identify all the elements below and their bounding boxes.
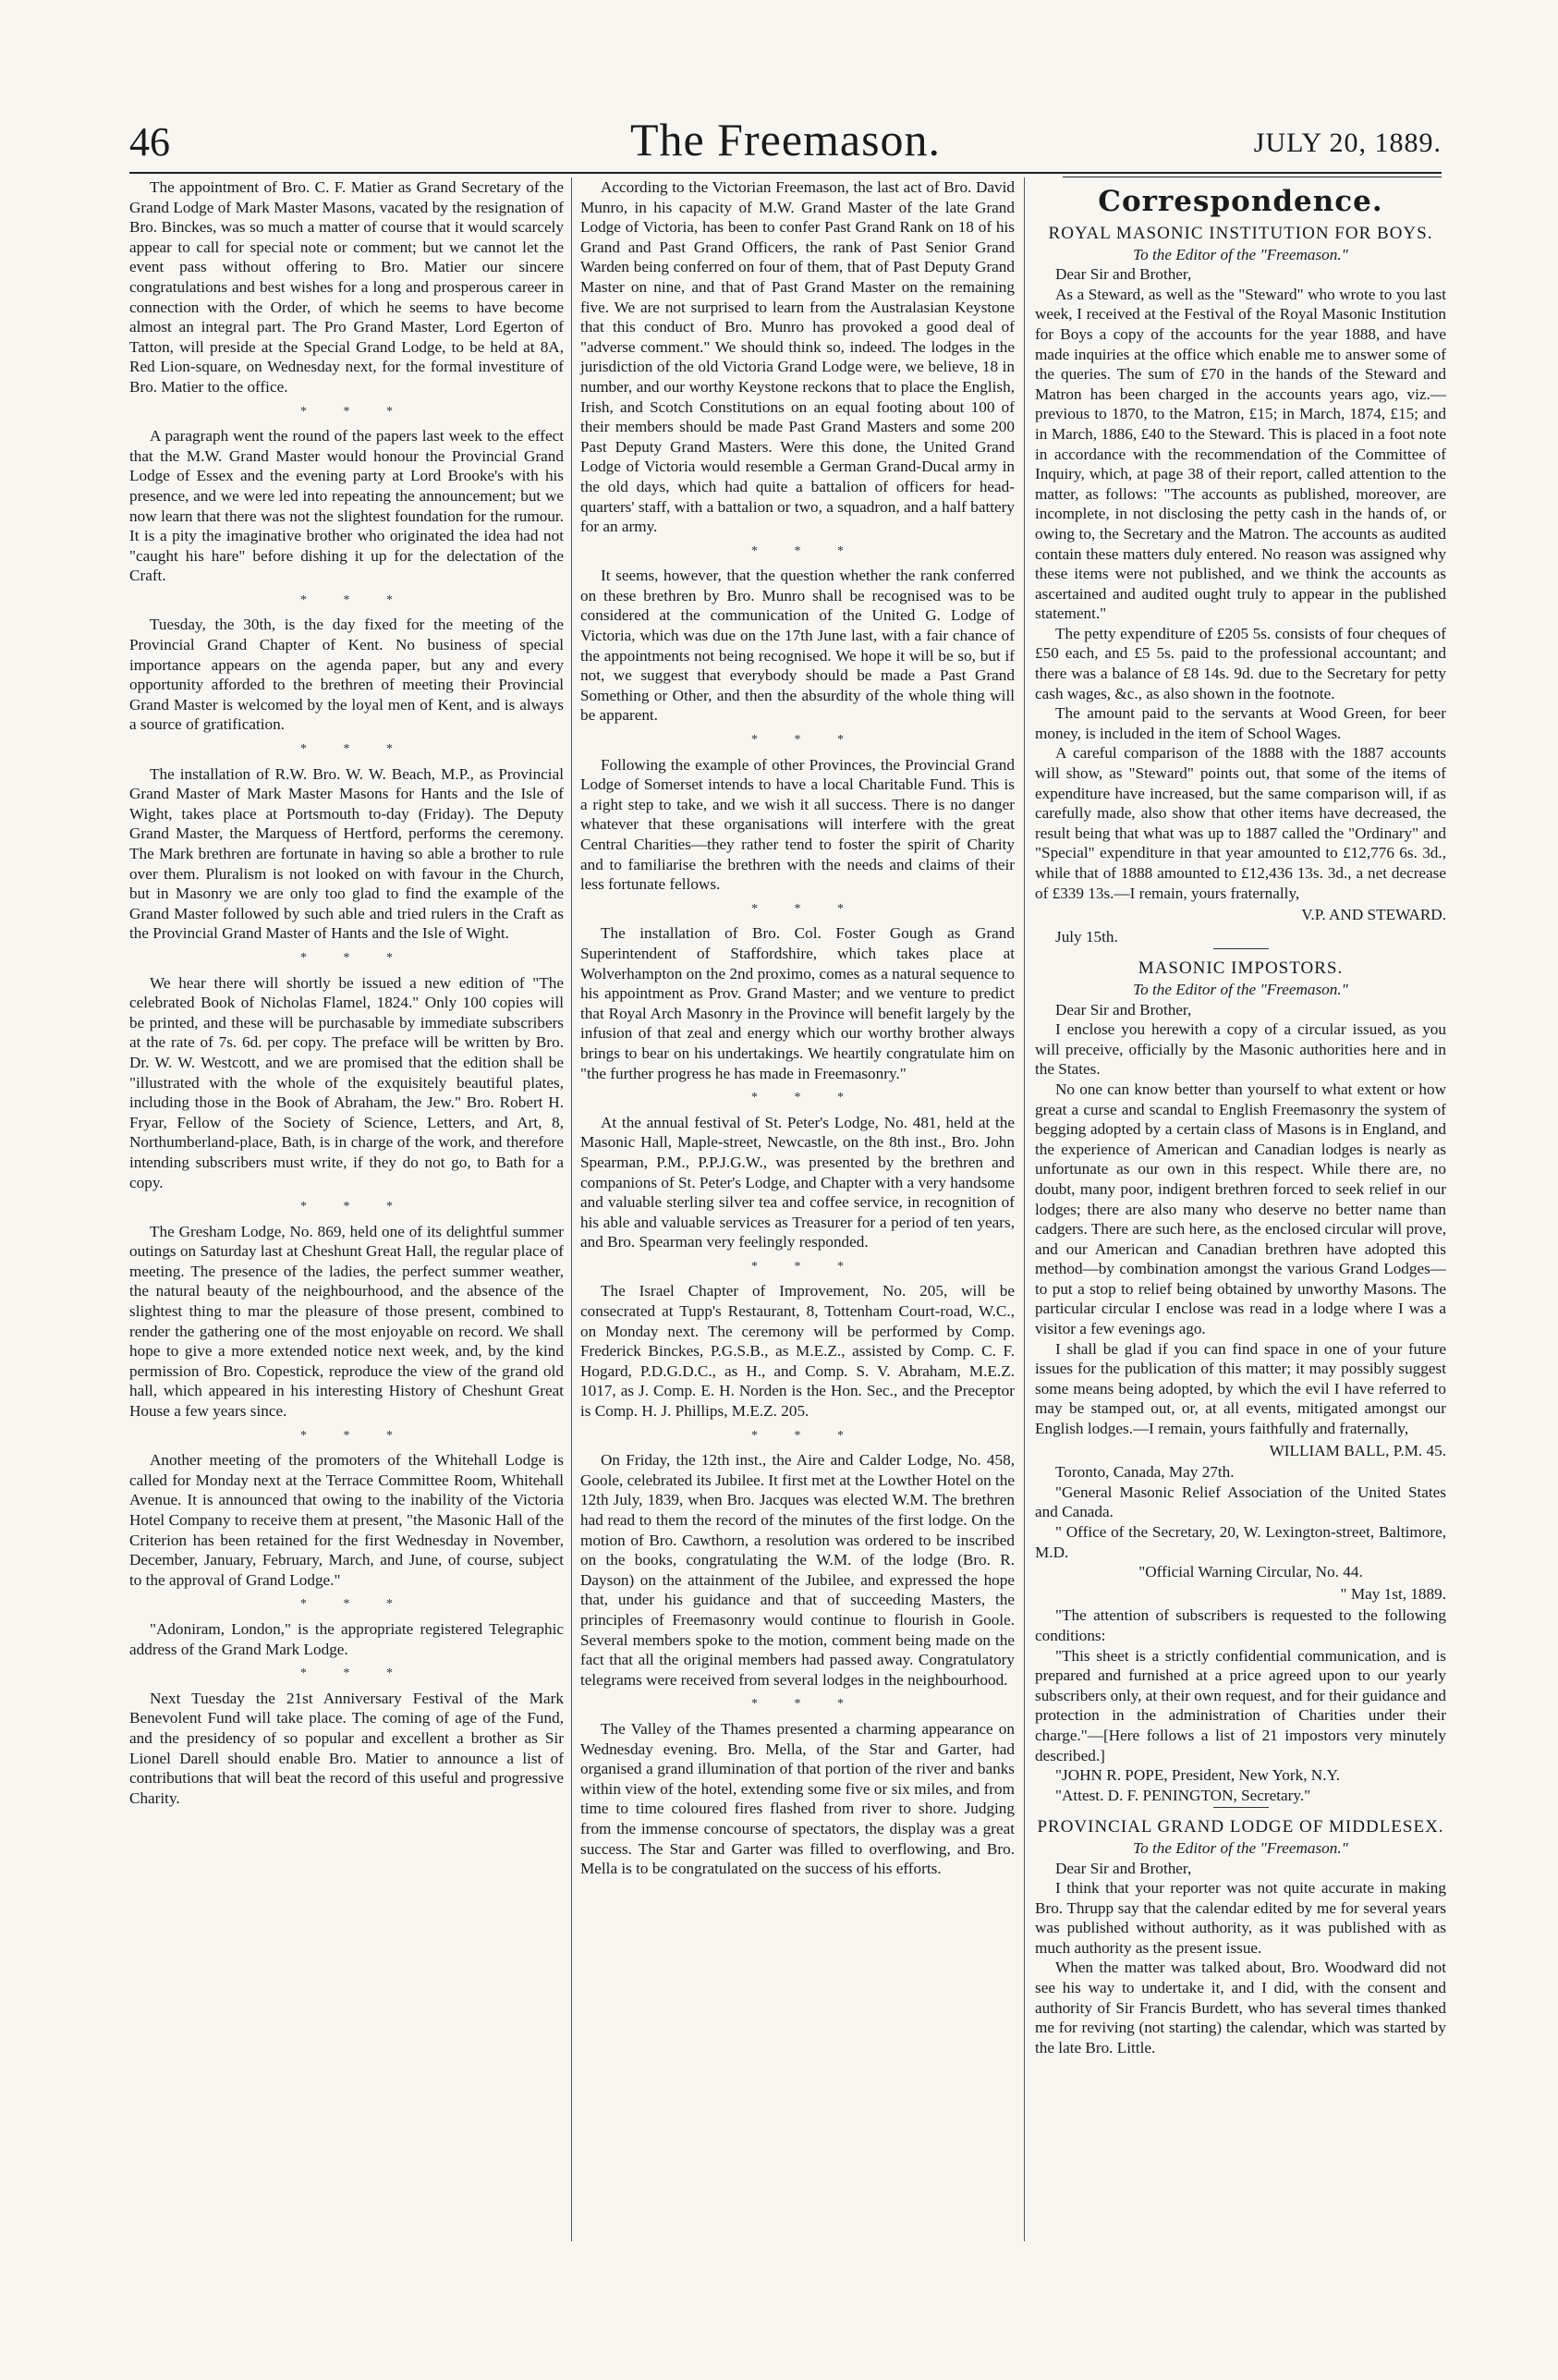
letter-paragraph: The amount paid to the servants at Wood Green, for beer money, is included in the item of School Wages. [1035,704,1446,742]
article-paragraph: We hear there will shortly be issued a new edition of "The celebrated Book of Nicholas Flamel, 1824." Only 100 copies will be printed, and these will be purchasable by immediate subscribers at the rate of 7s. 6d. per copy. The preface will be written by Bro. Dr. W. W. Westcott, and we are promised that the edition shall be "illustrated with the whole of the exquisitely beautiful plates, including those in the Book of Abraham, the Jew." Bro. Robert H. Fryar, Fellow of the Society of Science, Letters, and Art, 8, Northumberland-place, Bath, is in charge of the work, and therefore intending subscribers must write, if they do not go, to Bath for a copy. [129,973,564,1191]
section-separator: * * * [300,1597,409,1612]
article-paragraph: On Friday, the 12th inst., the Aire and Calder Lodge, No. 458, Goole, celebrated its Jubilee. It first met at the Lowther Hotel on the 12th July, 1839, when Bro. Jacques was elected W.M. The brethren had read to them the record of the minutes of the first lodge. On the motion of Bro. Cawthorn, a resolution was ordered to be inscribed on the books, congratulating the W.M. of the lodge (Bro. R. Dayson) on the attainment of the Jubilee, and expressed the hope that, under his guidance and that of succeeding Masters, the principles of Freemasonry would continue to flourish in Goole. Several members spoke to the motion, comment being made on the fact that all the original members had passed away. Congratulatory telegrams were received from several lodges in the neighbourhood. [580,1451,1015,1689]
article-paragraph: The Valley of the Thames presented a charming appearance on Wednesday evening. Bro. Mella, of the Star and Garter, had organised a grand illumination of that portion of the river and banks within view of the hotel, extending some five or six miles, and from time to time coloured fires flashed from river to shore. Judging from the immense concourse of spectators, the display was a great success. The Star and Garter was filled to overflowing, and Bro. Mella is to be congratulated on the success of his efforts. [580,1719,1015,1878]
article-paragraph: The Israel Chapter of Improvement, No. 205, will be consecrated at Tupp's Restaurant, 8, Tottenham Court-road, W.C., on Monday next. The ceremony will be performed by Comp. Frederick Binckes, P.G.S.B., as M.E.Z., assisted by Comp. C. F. Hogard, P.D.G.D.C., as H., and Comp. S. V. Abraham, M.E.Z. 1017, as J. Comp. E. H. Norden is the Hon. Sec., and the Preceptor is Comp. H. J. Phillips, M.E.Z. 205. [580,1282,1015,1421]
section-separator: * * * [751,543,860,558]
letter-salutation: Dear Sir and Brother, [1055,1859,1192,1877]
newspaper-title: The Freemason. [629,114,942,165]
letter-paragraph: The petty expenditure of £205 5s. consists of four cheques of £50 each, and £5 5s. paid to the professional accountant; and there was a balance of £8 14s. 9d. due to the Secretary for petty cash wages, &c., as also shown in the footnote. [1035,624,1446,702]
article-paragraph: Another meeting of the promoters of the Whitehall Lodge is called for Monday next at the Terrace Committee Room, Whitehall Avenue. It is announced that owing to the inability of the Victoria Hotel Company to receive them at present, "the Masonic Hall of the Criterion has been retained for the first Wednesday in November, December, January, February, March, and June, of course, subject to the approval of Grand Lodge." [129,1451,564,1589]
article-paragraph: Following the example of other Provinces, the Provincial Grand Lodge of Somerset intends to have a local Charitable Fund. This is a right step to take, and we wish it all success. There is no danger whatever that these organisations will interfere with the great Central Charities—they rather tend to foster the spirit of Charity and to familiarise the brethren with the needs and claims of their less fortunate fellows. [580,755,1015,894]
article-paragraph: Tuesday, the 30th, is the day fixed for the meeting of the Provincial Grand Chapter of Kent. No business of special importance appears on the agenda paper, but any and every opportunity afforded to the brethren of meeting their Provincial Grand Master is welcomed by the loyal men of Kent, and is always a source of gratification. [129,616,564,734]
circular-date: " May 1st, 1889. [1340,1584,1446,1603]
letter-paragraph: I think that your reporter was not quite accurate in making Bro. Thrupp say that the calendar edited by me for several years was published without authority, as it was published with as much authority as the present issue. [1035,1879,1446,1957]
section-title: Correspondence. [1098,185,1383,218]
letter-salutation: Dear Sir and Brother, [1055,1000,1192,1019]
column-separator [571,177,572,2241]
circular-line: "This sheet is a strictly confidential communication, and is prepared and furnished at a price agreed upon to our yearly subscribers only, at their own request, and for their guidance and protection in the administration of Charities under their charge."—[Here follows a list of 21 impostors very minutely described.] [1035,1646,1446,1764]
section-separator: * * * [751,1697,860,1712]
section-separator: * * * [300,592,409,607]
letter-addressee: To the Editor of the "Freemason." [1133,1838,1348,1857]
masthead [129,111,1442,176]
letter-place-date: Toronto, Canada, May 27th. [1055,1463,1235,1482]
section-separator: * * * [300,1666,409,1681]
letter-heading: MASONIC IMPOSTORS. [1138,958,1344,979]
section-separator: * * * [300,1200,409,1214]
section-separator: * * * [751,1259,860,1274]
circular-line: "Official Warning Circular, No. 44. [1138,1563,1363,1581]
article-paragraph: "Adoniram, London," is the appropriate registered Telegraphic address of the Grand Mark Lodge. [129,1619,564,1658]
column-separator [1024,177,1025,2241]
section-separator: * * * [751,901,860,916]
article-paragraph: A paragraph went the round of the papers last week to the effect that the M.W. Grand Master would honour the Provincial Grand Lodge of Essex and the evening party at Lord Brooke's with his presence, and we were led into repeating the announcement; but we now learn that there was not the slightest foundation for the rumour. It is a pity the imaginative brother who originated the idea had not "caught his hare" before dishing it up for the delectation of the Craft. [129,427,564,585]
section-separator: * * * [751,733,860,748]
letter-paragraph: I enclose you herewith a copy of a circular issued, as you will preceive, officially by the Masonic authorities here and in the States. [1035,1020,1446,1079]
section-rule [1213,948,1269,949]
column-3 [1035,177,1446,2241]
section-separator: * * * [300,404,409,419]
article-paragraph: The installation of R.W. Bro. W. W. Beach, M.P., as Provincial Grand Master of Mark Master Masons for Hants and the Isle of Wight, takes place at Portsmouth to-day (Friday). The Deputy Grand Master, the Marquess of Hertford, performs the ceremony. The Mark brethren are fortunate in having so able a brother to rule over them. Pluralism is not looked on with favour in the Church, but in Masonry we are only too glad to find the example of the Grand Master followed by such able and tried rulers in the Craft as the Provincial Grand Master of Hants and the Isle of Wight. [129,764,564,943]
article-paragraph: It seems, however, that the question whether the rank conferred on these brethren by Bro. Munro shall be recognised was to be considered at the communication of the United G. Lodge of Victoria, which was due on the 17th June last, with a fair chance of the appointments not being recognised. We hope it will be so, but if not, we suggest that everybody should be made a Past Grand Something or Other, and then the absurdity of the whole thing will be apparent. [580,567,1015,725]
letter-signature: V.P. AND STEWARD. [1301,906,1446,924]
article-paragraph: According to the Victorian Freemason, the last act of Bro. David Munro, in his capacity of M.W. Grand Master of the late Grand Lodge of Victoria, has been to confer Past Grand Rank on 18 of his Grand and Past Grand Officers, the rank of Past Senior Grand Warden being conferred on four of them, that of Past Deputy Grand Master on nine, and that of Past Grand Master on the remaining five. We are not surprised to learn from the Australasian Keystone that this conduct of Bro. Munro has provoked a good deal of "adverse comment." We should think so, indeed. The lodges in the jurisdiction of the old Victoria Grand Lodge were, we believe, 18 in number, and our worthy Keystone reckons that to place the English, Irish, and Scotch Constitutions on an equal footing about 100 of their members should be made Past Grand Masters and some 200 Past Deputy Grand Masters. Were this done, the United Grand Lodge of Victoria would resemble a German Grand-Ducal army in the old days, which had quite a battalion of officers for head-quarters' staff, with a battalion or two, a squadron, and a half battery for an army. [580,178,1015,536]
article-paragraph: The appointment of Bro. C. F. Matier as Grand Secretary of the Grand Lodge of Mark Master Masons, vacated by the resignation of Bro. Binckes, was so much a matter of course that it would scarcely appear to call for special note or comment; but we cannot let the event pass without offering to Bro. Matier our sincere congratulations and best wishes for a long and prosperous career in connection with the Order, of which he seems to have become almost an integral part. The Pro Grand Master, Lord Egerton of Tatton, will preside at the Special Grand Lodge, to be held at 8A, Red Lion-square, on Wednesday next, for the formal investiture of Bro. Matier to the office. [129,178,564,396]
letter-heading: ROYAL MASONIC INSTITUTION FOR BOYS. [1048,224,1433,243]
section-separator: * * * [300,1428,409,1443]
circular-line: "Attest. D. F. PENINGTON, Secretary." [1055,1786,1311,1804]
letter-signature: WILLIAM BALL, P.M. 45. [1269,1441,1446,1459]
column-2 [580,177,1015,2241]
letter-paragraph: I shall be glad if you can find space in one of your future issues for the publication of this matter; it may possibly suggest some means being adopted, by which the evil I have referred to may be stamped out, or, at all events, mitigated amongst our English lodges.—I remain, yours faithfully and fraternally, [1035,1339,1446,1438]
article-paragraph: The Gresham Lodge, No. 869, held one of its delightful summer outings on Saturday last at Cheshunt Great Hall, the regular place of meeting. The presence of the ladies, the perfect summer weather, the natural beauty of the neighbourhood, and the absence of the slightest thing to mar the pleasure of those present, combined to render the gathering one of the most enjoyable on record. We shall hope to give a more extended notice next week, and, by the kind permission of Bro. Copestick, reproduce the view of the grand old hall, which appeared in his interesting History of Cheshunt Great House a few years since. [129,1222,564,1421]
masthead-rule [129,172,1442,174]
issue-date: JULY 20, 1889. [1253,128,1442,158]
letter-salutation: Dear Sir and Brother, [1055,265,1192,284]
letter-addressee: To the Editor of the "Freemason." [1133,980,1348,998]
article-paragraph: Next Tuesday the 21st Anniversary Festival of the Mark Benevolent Fund will take place. The coming of age of the Fund, and the presidency of so popular and excellent a brother as Sir Lionel Darell should enable Bro. Matier to announce a list of contributions that will beat the record of this useful and progressive Charity. [129,1689,564,1807]
letter-heading: PROVINCIAL GRAND LODGE OF MIDDLESEX. [1037,1817,1444,1837]
circular-line: " Office of the Secretary, 20, W. Lexington-street, Baltimore, M.D. [1035,1523,1446,1561]
letter-date: July 15th. [1055,927,1118,946]
letter-paragraph: As a Steward, as well as the "Steward" who wrote to you last week, I received at the Festival of the Royal Masonic Institution for Boys a copy of the accounts for the year 1888, and have made inquiries at the office which enable me to answer some of the queries. The sum of £70 in the hands of the Steward and Matron has been charged in the accounts years ago, viz.—previous to 1870, to the Matron, £15; in March, 1874, £15; and in March, 1886, £40 to the Steward. This is placed in a foot note in accordance with the recommendation of the Committee of Inquiry, which, at page 38 of their report, called attention to the matter, as follows: "The accounts as published, moreover, are incomplete, in not disclosing the petty cash in the hands of, or owing to, the Secretary and the Matron. The accounts as audited contain these matters duly entered. No reason was assigned why these items were not published, and we think the accounts as ascertained and audited ought truly to appear in the published statement." [1035,285,1446,623]
letter-paragraph: When the matter was talked about, Bro. Woodward did not see his way to undertake it, and I did, with the consent and authority of Sir Francis Burdett, who has several times thanked me for reviving (not starting) the calendar, which was started by the late Bro. Little. [1035,1959,1446,2057]
letter-paragraph: A careful comparison of the 1888 with the 1887 accounts will show, as "Steward" points out, that some of the items of expenditure have increased, but the same comparison will, if as carefully made, also show that other items have decreased, the result being that what was up to 1887 called the "Ordinary" and "Special" expenditure in that year amounted to £12,776 6s. 3d., while that of 1888 amounted to £12,436 13s. 3d., a net decrease of £339 13s.—I remain, yours fraternally, [1035,744,1446,902]
section-separator: * * * [300,742,409,757]
page-number: 46 [129,119,170,165]
circular-line: "The attention of subscribers is requested to the following conditions: [1035,1606,1446,1644]
section-rule [1213,1807,1269,1808]
circular-line: "JOHN R. POPE, President, New York, N.Y. [1055,1766,1340,1785]
letter-paragraph: No one can know better than yourself to what extent or how great a curse and scandal to English Freemasonry the system of begging adopted by a certain class of Masons is in England, and the experience of American and Canadian lodges is nearly as unfortunate as our own in this respect. While there are, no doubt, many poor, indigent brethren forced to seek relief in our lodges; there are also many who deserve no better name than cadgers. There are such here, as the enclosed circular will prove, and our American and Canadian brethren have adopted this method—by combination amongst the various Grand Lodges—to put a stop to relief being obtained by unworthy Masons. The particular circular I enclose was read in a lodge where I was a visitor a few evenings ago. [1035,1080,1446,1338]
section-separator: * * * [300,950,409,965]
letter-addressee: To the Editor of the "Freemason." [1133,245,1348,263]
section-separator: * * * [751,1428,860,1443]
article-paragraph: The installation of Bro. Col. Foster Gough as Grand Superintendent of Staffordshire, which takes place at Wolverhampton on the 2nd proximo, comes as a natural sequence to his appointment as Prov. Grand Master; and we venture to predict that Royal Arch Masonry in the Province will benefit largely by the infusion of that zeal and energy which our worthy brother always brings to bear on his undertakings. We heartily congratulate him on "the further progress he has made in Freemasonry." [580,924,1015,1082]
section-separator: * * * [751,1091,860,1105]
circular-line: "General Masonic Relief Association of the United States and Canada. [1035,1483,1446,1521]
article-paragraph: At the annual festival of St. Peter's Lodge, No. 481, held at the Masonic Hall, Maple-street, Newcastle, on the 8th inst., Bro. John Spearman, P.M., P.P.J.G.W., was presented by the brethren and companions of St. Peter's Lodge, and Chapter with a very handsome and valuable sterling silver tea and coffee service, in recognition of his able and valuable services as Treasurer for a period of ten years, and Bro. Spearman very feelingly responded. [580,1113,1015,1251]
column-1 [129,177,564,2241]
